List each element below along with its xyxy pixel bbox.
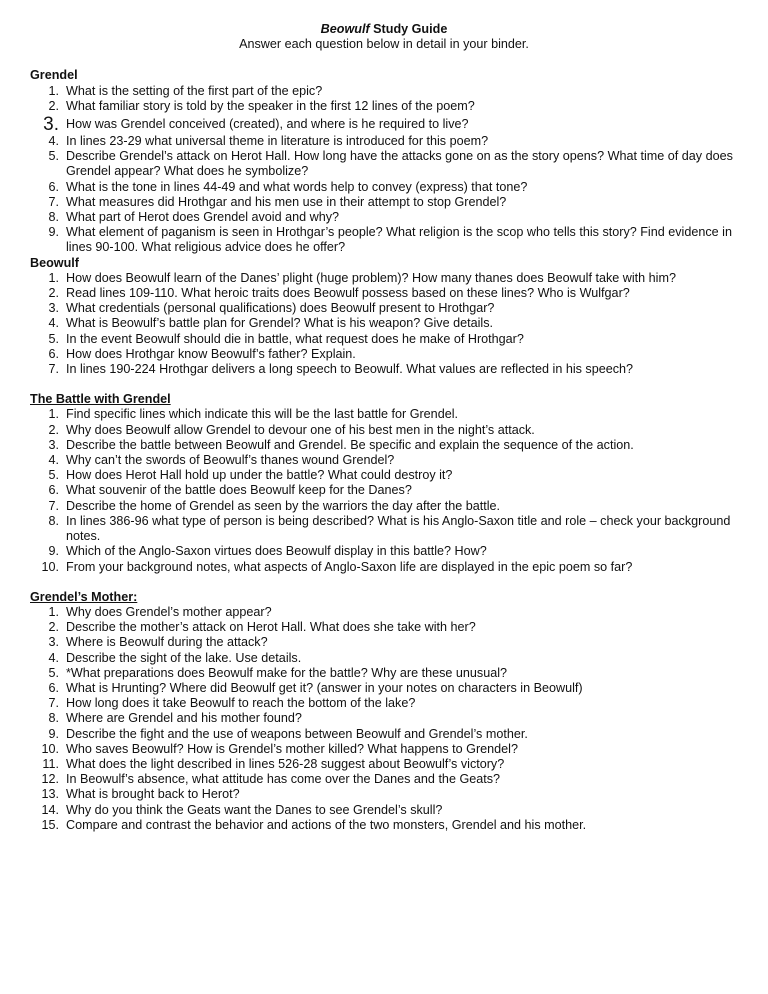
question-text: Why can’t the swords of Beowulf’s thanes wound Grendel? [66,453,395,468]
question-number: 3. [48,437,59,452]
question-item [30,332,738,347]
question-number: 9. [48,726,59,741]
question-number: 6. [48,346,59,361]
question-item [30,347,738,362]
question-number: 7. [48,696,59,711]
question-item [30,195,738,210]
question-text: What is Beowulf’s battle plan for Grendel? What is his weapon? Give details. [66,316,494,331]
question-item [30,560,738,575]
section-beowulf [30,256,738,378]
section-grendels-mother [30,590,738,833]
question-list [30,407,738,574]
question-number: 10. [41,559,59,574]
question-text: Describe the home of Grendel as seen by the warriors the day after the battle. [66,498,501,513]
question-text: How does Beowulf learn of the Danes’ plight (huge problem)? How many thanes does Beowulf take with him? [66,270,676,285]
question-item [30,114,738,134]
section-heading: Grendel’s Mother: [30,589,138,604]
question-item [30,696,738,711]
question-number: 5. [48,468,59,483]
question-number: 2. [48,620,59,635]
page-subtitle: Answer each question below in detail in your binder. [239,37,529,52]
question-number: 8. [48,210,59,225]
question-text: In Beowulf’s absence, what attitude has come over the Danes and the Geats? [66,772,501,787]
question-number: 2. [48,422,59,437]
header [30,22,738,52]
question-number: 5. [48,149,59,164]
question-number: 8. [48,711,59,726]
title-italic: Beowulf [320,22,370,36]
question-number: 1. [48,270,59,285]
question-text: What familiar story is told by the speaker in the first 12 lines of the poem? [66,98,475,113]
question-item [30,316,738,331]
question-item [30,84,738,99]
question-number: 4. [48,316,59,331]
section-heading: Grendel [30,68,78,83]
question-item [30,362,738,377]
section-grendel [30,68,738,255]
question-number: 3. [43,114,59,136]
question-item [30,787,738,802]
question-text: Why does Grendel’s mother appear? [66,604,272,619]
question-item [30,742,738,757]
question-item [30,483,738,498]
question-text: Describe Grendel’s attack on Herot Hall. How long have the attacks gone on as the story opens? What time of day does Grendel appear? What does he symbolize? [66,149,733,179]
question-number: 1. [48,407,59,422]
question-number: 7. [48,194,59,209]
question-text: Who saves Beowulf? How is Grendel’s mother killed? What happens to Grendel? [66,741,518,756]
question-text: What is the tone in lines 44-49 and what words help to convey (express) that tone? [66,179,528,194]
question-number: 9. [48,544,59,559]
question-item [30,453,738,468]
question-text: What is Hrunting? Where did Beowulf get it? (answer in your notes on characters in Beowulf) [66,680,583,695]
question-text: *What preparations does Beowulf make for the battle? Why are these unusual? [66,665,508,680]
question-number: 4. [48,650,59,665]
question-text: What is brought back to Herot? [66,787,240,802]
question-item [30,499,738,514]
question-number: 4. [48,453,59,468]
question-text: What does the light described in lines 526-28 suggest about Beowulf’s victory? [66,756,505,771]
question-item [30,99,738,114]
question-text: What measures did Hrothgar and his men use in their attempt to stop Grendel? [66,194,507,209]
section-heading: Beowulf [30,255,79,270]
question-item [30,423,738,438]
question-list [30,84,738,256]
question-text: How was Grendel conceived (created), and where is he required to live? [66,117,469,132]
question-item [30,134,738,149]
question-text: What souvenir of the battle does Beowulf keep for the Danes? [66,483,412,498]
question-number: 4. [48,134,59,149]
question-item [30,225,738,255]
question-text: Compare and contrast the behavior and actions of the two monsters, Grendel and his mother. [66,817,587,832]
question-item [30,210,738,225]
question-item [30,651,738,666]
question-item [30,407,738,422]
question-text: In lines 23-29 what universal theme in literature is introduced for this poem? [66,134,489,149]
question-item [30,818,738,833]
question-text: Where is Beowulf during the attack? [66,635,268,650]
question-text: Describe the fight and the use of weapons between Beowulf and Grendel’s mother. [66,726,528,741]
question-item [30,286,738,301]
question-item [30,803,738,818]
question-number: 5. [48,665,59,680]
question-item [30,180,738,195]
question-item [30,438,738,453]
question-item [30,620,738,635]
question-text: In lines 386-96 what type of person is being described? What is his Anglo-Saxon title and role – check your background notes. [66,513,731,544]
question-number: 6. [48,179,59,194]
question-list [30,271,738,377]
question-text: How does Herot Hall hold up under the battle? What could destroy it? [66,468,453,483]
question-number: 11. [42,756,59,771]
question-text: What credentials (personal qualifications) does Beowulf present to Hrothgar? [66,301,495,316]
question-item [30,711,738,726]
question-item [30,772,738,787]
question-number: 14. [41,802,59,817]
question-item [30,149,738,179]
question-item [30,757,738,772]
question-text: How long does it take Beowulf to reach the bottom of the lake? [66,696,416,711]
question-text: Describe the battle between Beowulf and Grendel. Be specific and explain the sequence of the action. [66,437,634,452]
question-item [30,635,738,650]
question-number: 1. [48,604,59,619]
question-number: 9. [48,225,59,240]
question-text: Find specific lines which indicate this will be the last battle for Grendel. [66,407,458,422]
page-title [30,22,738,37]
question-item [30,681,738,696]
question-number: 2. [48,286,59,301]
question-number: 10. [41,741,59,756]
question-number: 5. [48,331,59,346]
question-number: 6. [48,680,59,695]
question-number: 13. [41,787,59,802]
question-text: Which of the Anglo-Saxon virtues does Beowulf display in this battle? How? [66,544,487,559]
question-text: What is the setting of the first part of the epic? [66,83,323,98]
question-item [30,301,738,316]
question-text: What part of Herot does Grendel avoid and why? [66,210,340,225]
question-number: 2. [48,98,59,113]
question-number: 3. [48,635,59,650]
question-number: 1. [48,83,59,98]
title-rest: Study Guide [369,22,448,36]
question-list [30,605,738,833]
question-number: 15. [41,817,59,832]
question-text: Where are Grendel and his mother found? [66,711,302,726]
question-text: In the event Beowulf should die in battle, what request does he make of Hrothgar? [66,331,524,346]
question-text: Read lines 109-110. What heroic traits does Beowulf possess based on these lines? Who is Wulfgar? [66,286,630,301]
question-text: How does Hrothgar know Beowulf’s father? Explain. [66,346,356,361]
question-text: From your background notes, what aspects of Anglo-Saxon life are displayed in the epic poem so far? [66,559,633,574]
question-item [30,468,738,483]
question-number: 8. [48,513,59,528]
question-item [30,666,738,681]
question-item [30,544,738,559]
question-text: In lines 190-224 Hrothgar delivers a long speech to Beowulf. What values are reflected in his speech? [66,362,634,377]
question-text: Describe the mother’s attack on Herot Hall. What does she take with her? [66,620,476,635]
question-text: Why do you think the Geats want the Danes to see Grendel’s skull? [66,802,443,817]
section-battle-with-grendel [30,392,738,574]
question-number: 3. [48,301,59,316]
question-text: What element of paganism is seen in Hrothgar’s people? What religion is the scop who tells this story? Find evidence in lines 90-100. What religious advice does he offer? [66,225,732,255]
question-item [30,727,738,742]
question-number: 7. [48,362,59,377]
question-number: 12. [41,772,59,787]
question-text: Describe the sight of the lake. Use details. [66,650,302,665]
question-item [30,514,738,544]
question-text: Why does Beowulf allow Grendel to devour one of his best men in the night’s attack. [66,422,535,437]
section-heading: The Battle with Grendel [30,392,171,407]
question-number: 6. [48,483,59,498]
question-number: 7. [48,498,59,513]
question-item [30,271,738,286]
question-item [30,605,738,620]
